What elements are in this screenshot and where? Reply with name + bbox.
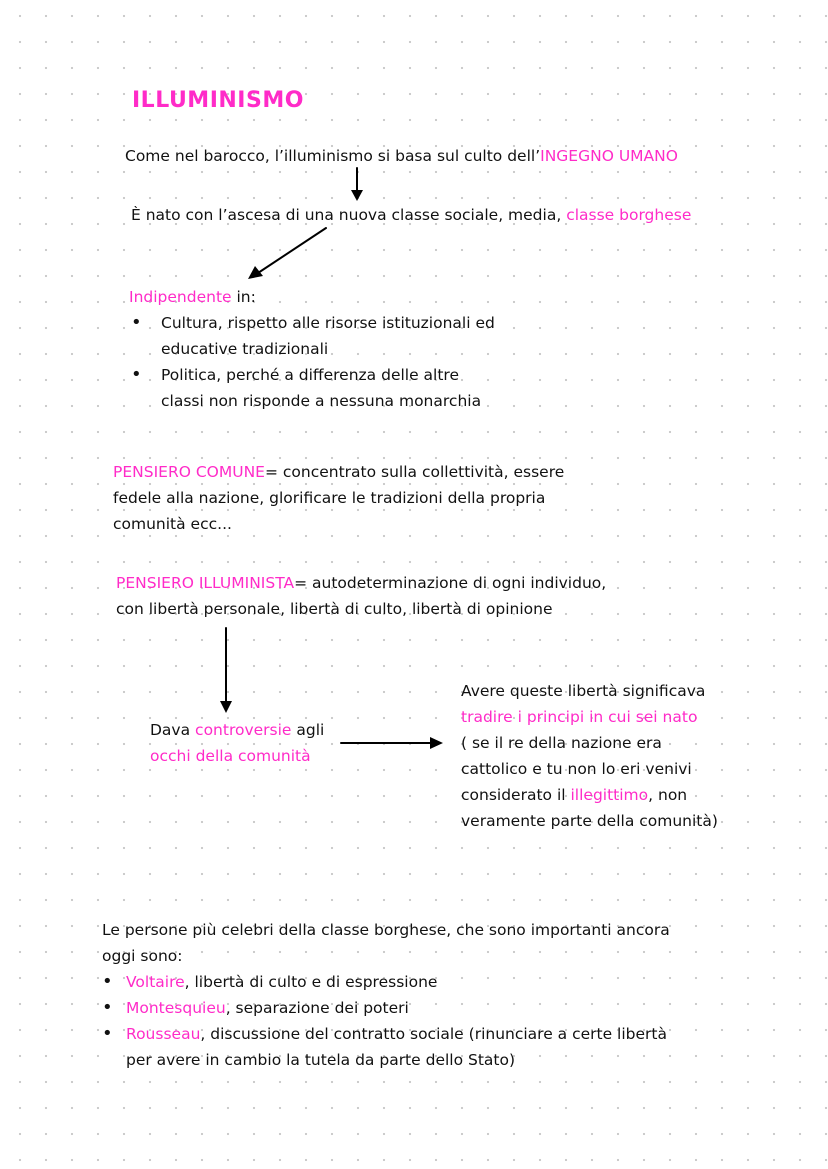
famous-line: Le persone più celebri della classe borghese, che sono importanti ancora <box>102 921 670 939</box>
independence-post: in: <box>231 288 256 306</box>
arrowhead-icon <box>220 701 232 713</box>
person-desc: , separazione dei poteri <box>225 999 409 1017</box>
arrowhead-icon <box>351 190 363 201</box>
consequence-line: Avere queste libertà significava <box>461 682 706 700</box>
person-name: Montesquieu <box>126 999 226 1017</box>
independence-highlight: Indipendente <box>129 288 232 306</box>
arrow-diagonal-icon <box>258 228 326 273</box>
famous-line: oggi sono: <box>102 947 183 965</box>
person-name: Voltaire <box>126 973 185 991</box>
controversy-highlight-line: occhi della comunità <box>150 747 311 765</box>
list-item-line: classi non risponde a nessuna monarchia <box>161 392 482 410</box>
consequence-line: veramente parte della comunità) <box>461 812 718 830</box>
consequence-text: , non <box>648 786 688 804</box>
list-item-line: • Cultura, rispetto alle risorse istituzionali ed <box>161 314 495 332</box>
common-thought-highlight: PENSIERO COMUNE <box>113 463 265 481</box>
consequence-highlight-line: tradire i principi in cui sei nato <box>461 708 698 726</box>
controversy-highlight: controversie <box>195 721 292 739</box>
intro-highlight: INGEGNO UMANO <box>540 147 678 165</box>
list-item-line: educative tradizionali <box>161 340 329 358</box>
consequence-text: considerato il <box>461 786 571 804</box>
origin-highlight: classe borghese <box>566 206 692 224</box>
arrowhead-icon <box>430 737 443 749</box>
arrowhead-icon <box>248 266 263 279</box>
consequence-line: ( se il re della nazione era <box>461 734 662 752</box>
enlightenment-thought-line: con libertà personale, libertà di culto, libertà di opinione <box>116 600 553 618</box>
common-thought-text: = concentrato sulla collettività, essere <box>264 463 565 481</box>
origin-text: È nato con l’ascesa di una nuova classe sociale, media, <box>131 206 567 224</box>
consequence-line: cattolico e tu non lo eri venivi <box>461 760 692 778</box>
controversy-text: agli <box>291 721 325 739</box>
person-desc: per avere in cambio la tutela da parte dello Stato) <box>126 1051 516 1069</box>
person-name: Rousseau <box>126 1025 201 1043</box>
consequence-highlight: illegittimo <box>570 786 649 804</box>
controversy-text: Dava <box>150 721 196 739</box>
page-title: ILLUMINISMO <box>132 88 304 113</box>
list-item-line: • Politica, perché a differenza delle altre <box>161 366 460 384</box>
enlightenment-thought-highlight: PENSIERO ILLUMINISTA <box>116 574 295 592</box>
common-thought-line: fedele alla nazione, glorificare le tradizioni della propria <box>113 489 546 507</box>
person-desc: , discussione del contratto sociale (rinunciare a certe libertà <box>200 1025 667 1043</box>
enlightenment-thought-text: = autodeterminazione di ogni individuo, <box>294 574 607 592</box>
person-desc: , libertà di culto e di espressione <box>184 973 438 991</box>
intro-text: Come nel barocco, l’illuminismo si basa sul culto dell’ <box>125 147 541 165</box>
common-thought-line: comunità ecc... <box>113 515 232 533</box>
